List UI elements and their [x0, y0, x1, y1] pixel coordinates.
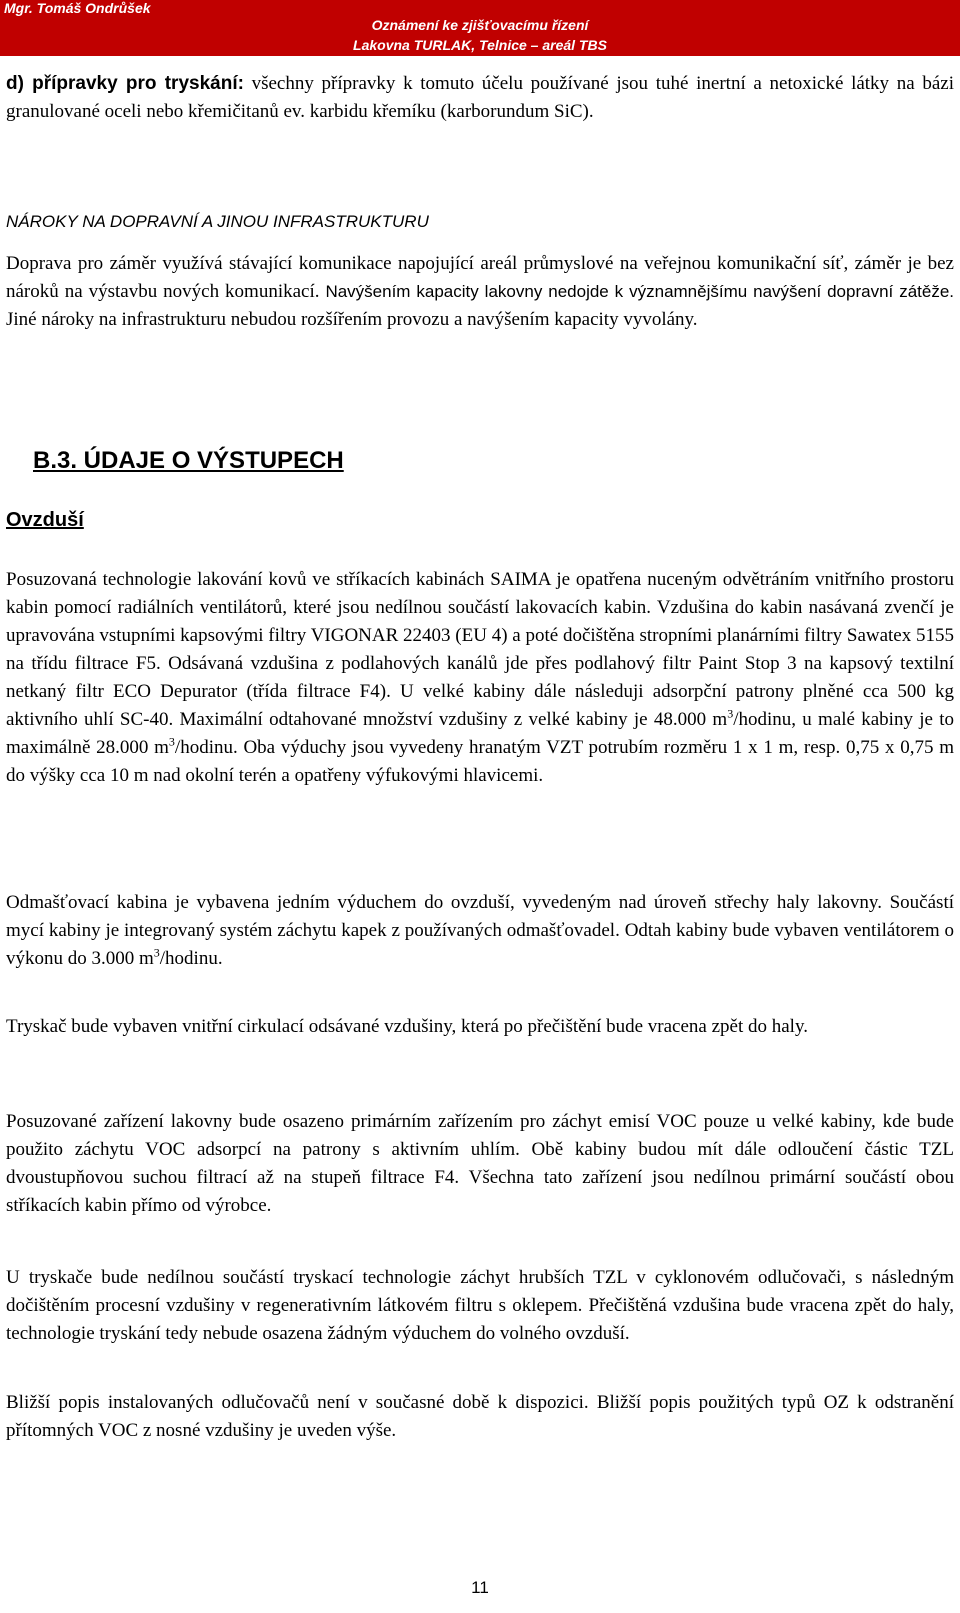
p1-sup1: 3: [727, 706, 734, 721]
paragraph-odmastovaci: [6, 889, 954, 973]
header-title-line1: Oznámení ke zjišťovacímu řízení: [371, 17, 589, 33]
infra-text-b: Navýšením kapacity lakovny nedojde k významnějšímu navýšení dopravní zátěže.: [319, 282, 955, 301]
section-subtitle: Ovzduší: [6, 509, 84, 531]
p1-text-c: /hodinu. Oba výduchy jsou vyvedeny hranatým VZT potrubím rozměru 1 x 1 m, resp. 0,75 x 0,75 m do výšky cca 10 m nad okolní terén a opatřeny výfukovými hlavicemi.: [6, 737, 954, 786]
paragraph-tzl: U tryskače bude nedílnou součástí tryskací technologie záchyt hrubších TZL v cyklonovém odlučovači, s následným dočištěním procesní vzdušiny v regenerativním látkovém filtru s oklepem. Přečištěná vzdušina bude vracena zpět do haly, technologie tryskání tedy nebude osazena žádným výduchem do volného ovzduší.: [6, 1267, 954, 1344]
paragraph-infrastructure: [6, 250, 954, 334]
p2-text-a: Odmašťovací kabina je vybavena jedním výduchem do ovzduší, vyvedeným nad úroveň střechy haly lakovny. Součástí mycí kabiny je integrovaný systém záchytu kapek z používaných odmašťovadel. Odtah kabiny bude vybaven ventilátorem o výkonu do 3.000 m: [6, 892, 954, 969]
paragraph-tryskani-label: d) přípravky pro tryskání:: [6, 73, 244, 94]
infra-text-c: Jiné nároky na infrastrukturu nebudou rozšířením provozu a navýšením kapacity vyvolány.: [6, 309, 698, 330]
p1-text-b: /hodinu, u malé kabiny je to maximálně 28.000 m: [6, 709, 954, 758]
p2-text-b: /hodinu.: [159, 948, 223, 969]
paragraph-tryskac: Tryskač bude vybaven vnitřní cirkulací odsávané vzdušiny, která po přečištění bude vracena zpět do haly.: [6, 1016, 808, 1037]
p1-text-a: Posuzovaná technologie lakování kovů ve stříkacích kabinách SAIMA je opatřena nuceným odvětráním vnitřního prostoru kabin pomocí radiálních ventilátorů, které jsou nedílnou součástí lakovacích kabin. Vzdušina do kabin nasávaná zvenčí je upravována vstupními kapsovými filtry VIGONAR 22403 (EU 4) a poté dočištěna stropními planárními filtry Sawatex 5155 na třídu filtrace F5. Odsávaná vzdušina z podlahových kanálů jde přes podlahový filtr Paint Stop 3 na kapsový textilní netkaný filtr ECO Depurator (třída filtrace F4). U velké kabiny dále následuji adsorpční patrony plněné cca 500 kg aktivního uhlí SC-40. Maximální odtahované množství vzdušiny z velké kabiny je 48.000 m: [6, 569, 954, 730]
header-author: Mgr. Tomáš Ondrůšek: [4, 0, 151, 16]
section-title: B.3. ÚDAJE O VÝSTUPECH: [33, 447, 344, 474]
paragraph-popis: Bližší popis instalovaných odlučovačů není v současné době k dispozici. Bližší popis použitých typů OZ k odstranění přítomných VOC z nosné vzdušiny je uveden výše.: [6, 1392, 954, 1441]
page-number: 11: [471, 1578, 489, 1597]
paragraph-tryskani-text: všechny přípravky k tomuto účelu používané jsou tuhé inertní a netoxické látky na bázi granulované oceli nebo křemičitanů ev. karbidu křemíku (karborundum SiC).: [6, 73, 954, 122]
header-title-line2: Lakovna TURLAK, Telnice – areál TBS: [353, 37, 607, 53]
p2-sup: 3: [153, 945, 160, 960]
paragraph-voc: Posuzované zařízení lakovny bude osazeno primárním zařízením pro záchyt emisí VOC pouze u velké kabiny, kde bude použito záchytu VOC adsorpcí na patrony s aktivním uhlím. Obě kabiny budou mít dále odloučení částic TZL dvoustupňovou suchou filtrací až na stupeň filtrace F4. Všechna tato zařízení jsou nedílnou primární součástí obou stříkacích kabin přímo od výrobce.: [6, 1111, 954, 1216]
paragraph-lakovani: [6, 566, 954, 790]
paragraph-tryskani: [6, 70, 954, 126]
page-header: [0, 0, 960, 56]
infrastructure-heading: NÁROKY NA DOPRAVNÍ A JINOU INFRASTRUKTURU: [6, 212, 429, 231]
p1-sup2: 3: [168, 734, 175, 749]
infra-text-a: Doprava pro záměr využívá stávající komunikace napojující areál průmyslové na veřejnou komunikační síť, záměr je bez nároků na výstavbu nových komunikací.: [6, 253, 954, 302]
